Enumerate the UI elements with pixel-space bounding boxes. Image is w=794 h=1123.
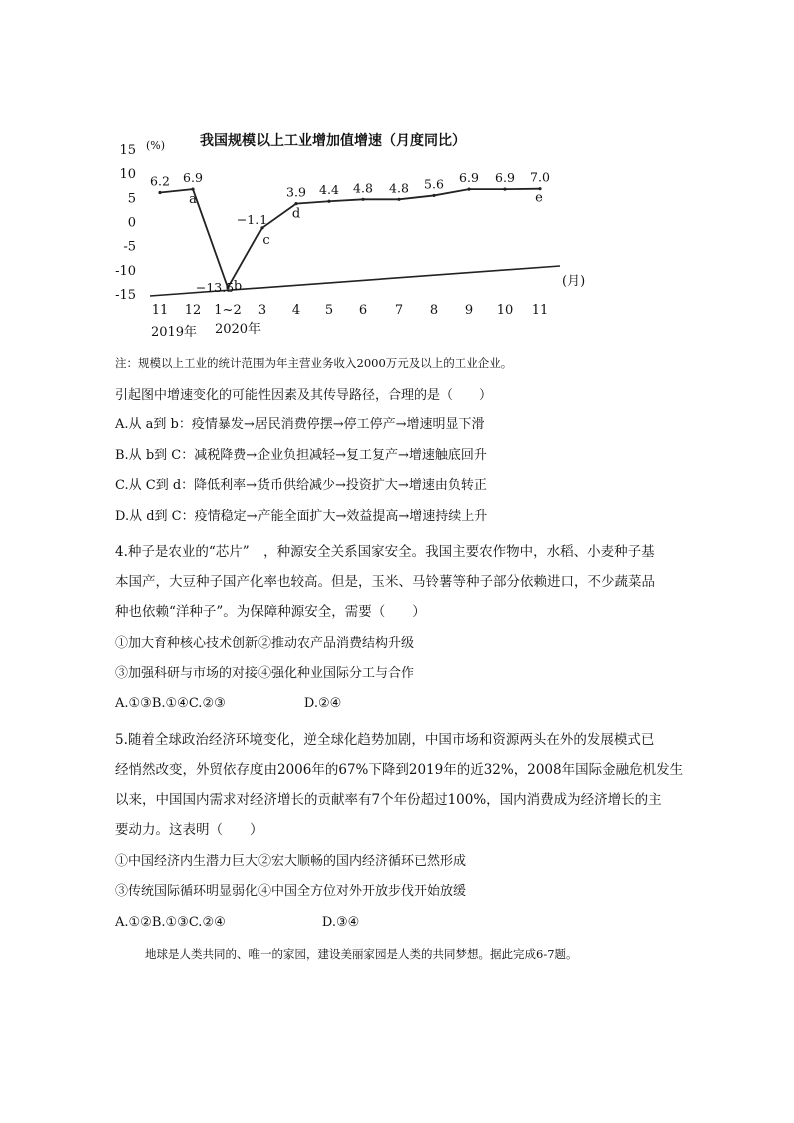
q3-option-d[interactable]: D.从 d到 C：疫情稳定→产能全面扩大→效益提高→增速持续上升 [115, 509, 488, 524]
data-label: 4.8 [389, 180, 409, 196]
data-label: 4.8 [353, 180, 373, 196]
y-tick-label: 10 [119, 167, 136, 183]
chart-note: 注：规模以上工业的统计范围为年主营业务收入2000万元及以上的工业企业。 [115, 356, 513, 370]
q4-stem-line: 种也依赖“洋种子”。为保障种源安全，需要（ ） [115, 604, 426, 620]
year-label: 2019年 [150, 325, 198, 340]
q4-stem-line: 本国产，大豆种子国产化率也较高。但是，玉米、马铃薯等种子部分依赖进口，不少蔬菜品 [115, 574, 655, 590]
y-tick-label: -15 [115, 288, 136, 303]
year-label: 2020年 [214, 322, 262, 337]
point-marker-letter: e [535, 190, 543, 206]
data-label: 7.0 [530, 169, 550, 185]
series-line [160, 189, 540, 288]
x-tick-label: 8 [429, 303, 439, 318]
y-tick-label: 0 [127, 215, 136, 231]
data-point [397, 198, 400, 201]
point-marker-letter: d [291, 206, 301, 222]
x-tick-label: 6 [358, 303, 368, 318]
data-point [327, 200, 330, 203]
data-point [503, 188, 506, 191]
data-label: 6.2 [150, 173, 170, 189]
data-point [361, 198, 364, 201]
data-label: −1.1 [236, 211, 268, 227]
chart-title: 我国规模以上工业增加值增速（月度同比） [200, 133, 466, 149]
q4-item-row: ③加强科研与市场的对接④强化种业国际分工与合作 [115, 666, 415, 681]
data-label: 6.9 [183, 170, 203, 186]
y-tick-label: 5 [127, 191, 136, 207]
x-tick-label: 12 [184, 303, 202, 318]
data-label: 6.9 [459, 170, 479, 186]
q5-stem-line: 5.随着全球政治经济环境变化，逆全球化趋势加剧，中国市场和资源两头在外的发展模式已 [115, 732, 655, 748]
data-label: 5.6 [424, 176, 444, 192]
y-tick-label: -5 [123, 239, 136, 255]
point-marker-letter: b [233, 278, 243, 294]
x-tick-label: 3 [257, 303, 267, 318]
q5-choice-d[interactable]: D.③④ [321, 915, 360, 930]
data-point [294, 202, 297, 205]
data-label: 3.9 [286, 184, 306, 200]
q5-item-row: ③传统国际循环明显弱化④中国全方位对外开放步伐开始放缓 [115, 884, 467, 899]
x-tick-label: 10 [496, 303, 514, 318]
x-tick-label: 1~2 [214, 303, 242, 318]
data-point [158, 191, 161, 194]
data-label: 6.9 [495, 170, 515, 186]
q5-stem [115, 725, 695, 845]
y-tick-label: -10 [115, 263, 136, 279]
x-tick-label: 4 [291, 303, 301, 318]
point-marker-letter: a [189, 192, 197, 208]
q5-choice-abc[interactable]: A.①②B.①③C.②④ [115, 915, 226, 930]
point-marker-letter: c [262, 232, 270, 248]
q5-stem-line: 以来，中国国内需求对经济增长的贡献率有7个年份超过100%，国内消费成为经济增长的主 [115, 792, 662, 808]
q5-item-row: ①中国经济内生潜力巨大②宏大顺畅的国内经济循环已然形成 [115, 854, 467, 869]
section-intro: 地球是人类共同的、唯一的家园，建设美丽家园是人类的共同梦想。据此完成6-7题。 [145, 947, 578, 961]
q3-option-b[interactable]: B.从 b到 C：减税降费→企业负担减轻→复工复产→增速触底回升 [115, 448, 487, 463]
growth-rate-chart [110, 98, 610, 343]
q4-choice-abc[interactable]: A.①③B.①④C.②③ [115, 696, 226, 711]
q4-item-row: ①加大育种核心技术创新②推动农产品消费结构升级 [115, 636, 415, 651]
q5-choices [115, 915, 359, 931]
q5-stem-line: 经悄然改变，外贸依存度由2006年的67%下降到2019年的近32%，2008年国际金融危机发生 [115, 762, 684, 778]
x-tick-label: 11 [151, 303, 169, 318]
x-tick-label: 9 [464, 303, 474, 318]
x-tick-label: 7 [394, 303, 404, 318]
q4-stem-line: 4.种子是农业的“芯片” ，种源安全关系国家安全。我国主要农作物中，水稻、小麦种子基 [115, 544, 655, 560]
x-unit-label: (月) [562, 274, 586, 289]
q3-option-c[interactable]: C.从 C到 d：降低利率→货币供给减少→投资扩大→增速由负转正 [115, 478, 487, 493]
q3-option-a[interactable]: A.从 a到 b：疫情暴发→居民消费停摆→停工停产→增速明显下滑 [115, 417, 485, 432]
q4-choices [115, 696, 341, 712]
y-unit-label: (%) [146, 139, 166, 152]
data-point [467, 188, 470, 191]
q4-choice-d[interactable]: D.②④ [303, 696, 342, 711]
y-tick-label: 15 [119, 143, 136, 158]
q3-stem: 引起图中增速变化的可能性因素及其传导路径，合理的是（ ） [115, 388, 493, 403]
x-tick-label: 11 [531, 303, 549, 318]
data-label: −13.5 [195, 279, 235, 295]
x-tick-label: 5 [324, 303, 334, 318]
data-label: 4.4 [319, 182, 339, 198]
data-point [191, 188, 194, 191]
data-point [432, 194, 435, 197]
q5-stem-line: 要动力。这表明（ ） [115, 822, 264, 838]
q4-stem [115, 537, 695, 627]
